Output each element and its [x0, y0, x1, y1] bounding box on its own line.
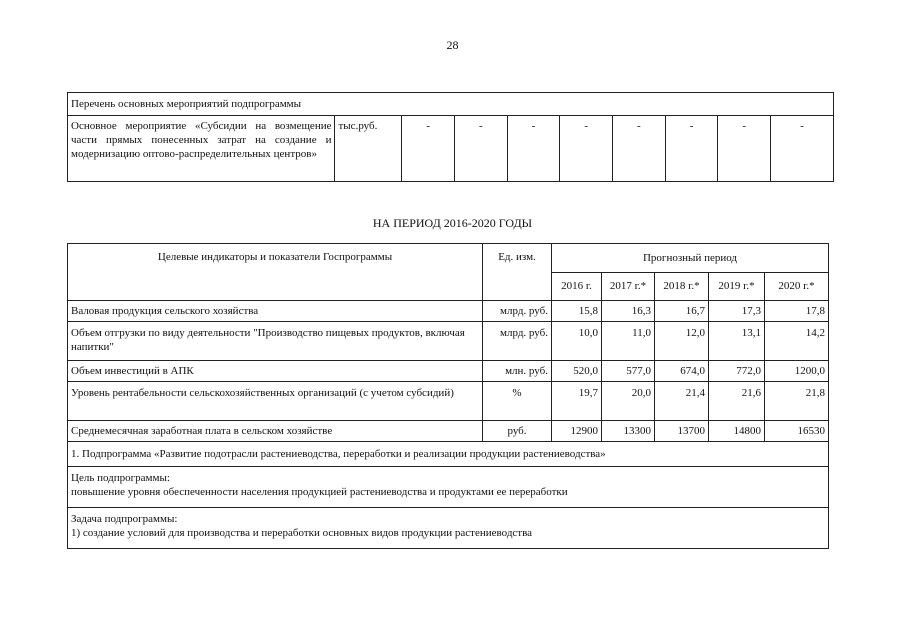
indicator-unit: млн. руб.	[483, 361, 552, 382]
measure-value: -	[718, 116, 771, 182]
year-header: 2016 г.	[552, 272, 602, 301]
indicator-name: Уровень рентабельности сельскохозяйственных организаций (с учетом субсидий)	[68, 382, 483, 421]
indicator-name: Валовая продукция сельского хозяйства	[68, 301, 483, 322]
measure-value: -	[560, 116, 613, 182]
indicators-table	[67, 243, 829, 549]
indicator-value: 12,0	[655, 322, 709, 361]
indicator-value: 11,0	[602, 322, 655, 361]
indicator-value: 21,4	[655, 382, 709, 421]
indicator-unit: млрд. руб.	[483, 301, 552, 322]
indicator-value: 13,1	[709, 322, 765, 361]
year-header: 2020 г.*	[765, 272, 829, 301]
indicator-value: 17,8	[765, 301, 829, 322]
year-header: 2019 г.*	[709, 272, 765, 301]
indicator-value: 16,3	[602, 301, 655, 322]
indicator-name: Среднемесячная заработная плата в сельском хозяйстве	[68, 421, 483, 442]
indicator-value: 16,7	[655, 301, 709, 322]
section-subtitle: НА ПЕРИОД 2016-2020 ГОДЫ	[372, 216, 533, 230]
measure-value: -	[507, 116, 560, 182]
indicator-value: 520,0	[552, 361, 602, 382]
indicator-value: 15,8	[552, 301, 602, 322]
indicator-name: Объем инвестиций в АПК	[68, 361, 483, 382]
indicator-value: 772,0	[709, 361, 765, 382]
indicator-name: Объем отгрузки по виду деятельности "Производство пищевых продуктов, включая напитки"	[68, 322, 483, 361]
indicator-unit: руб.	[483, 421, 552, 442]
subprogram-title: 1. Подпрограмма «Развитие подотрасли растениеводства, переработки и реализации продукции растениеводства»	[68, 442, 829, 467]
col-period-header: Прогнозный период	[552, 244, 829, 273]
indicator-value: 19,7	[552, 382, 602, 421]
indicator-value: 13300	[602, 421, 655, 442]
table-row	[68, 301, 829, 322]
table-row	[68, 116, 834, 182]
measures-table	[67, 92, 834, 182]
year-header: 2017 г.*	[602, 272, 655, 301]
measures-header: Перечень основных мероприятий подпрограммы	[68, 93, 834, 116]
col-indicator-header: Целевые индикаторы и показатели Госпрограммы	[68, 244, 483, 301]
measure-value: -	[402, 116, 455, 182]
subprogram-task	[68, 508, 829, 549]
measure-value: -	[771, 116, 834, 182]
measure-value: -	[613, 116, 666, 182]
table-row	[68, 361, 829, 382]
indicator-value: 17,3	[709, 301, 765, 322]
indicator-value: 10,0	[552, 322, 602, 361]
indicator-value: 21,6	[709, 382, 765, 421]
indicator-value: 14800	[709, 421, 765, 442]
table-row	[68, 421, 829, 442]
measure-value: -	[665, 116, 718, 182]
page-number: 28	[446, 38, 459, 52]
year-header: 2018 г.*	[655, 272, 709, 301]
task-text: 1) создание условий для производства и переработки основных видов продукции растениеводства	[71, 527, 533, 539]
goal-label: Цель подпрограммы:	[71, 472, 170, 484]
table-row	[68, 382, 829, 421]
indicator-value: 14,2	[765, 322, 829, 361]
indicator-value: 1200,0	[765, 361, 829, 382]
indicator-value: 12900	[552, 421, 602, 442]
indicator-value: 577,0	[602, 361, 655, 382]
col-unit-header: Ед. изм.	[483, 244, 552, 301]
indicator-value: 674,0	[655, 361, 709, 382]
indicator-value: 13700	[655, 421, 709, 442]
indicator-unit: млрд. руб.	[483, 322, 552, 361]
goal-text: повышение уровня обеспеченности населения продукцией растениеводства и продуктами ее переработки	[71, 486, 568, 498]
indicator-unit: %	[483, 382, 552, 421]
measure-value: -	[455, 116, 508, 182]
subprogram-goal	[68, 467, 829, 508]
table-row	[68, 322, 829, 361]
indicator-value: 21,8	[765, 382, 829, 421]
indicator-value: 16530	[765, 421, 829, 442]
measure-unit: тыс.руб.	[335, 116, 402, 182]
indicator-value: 20,0	[602, 382, 655, 421]
task-label: Задача подпрограммы:	[71, 513, 178, 525]
measure-name: Основное мероприятие «Субсидии на возмещение части прямых понесенных затрат на создание и модернизацию оптово-распределительных центров»	[68, 116, 335, 182]
